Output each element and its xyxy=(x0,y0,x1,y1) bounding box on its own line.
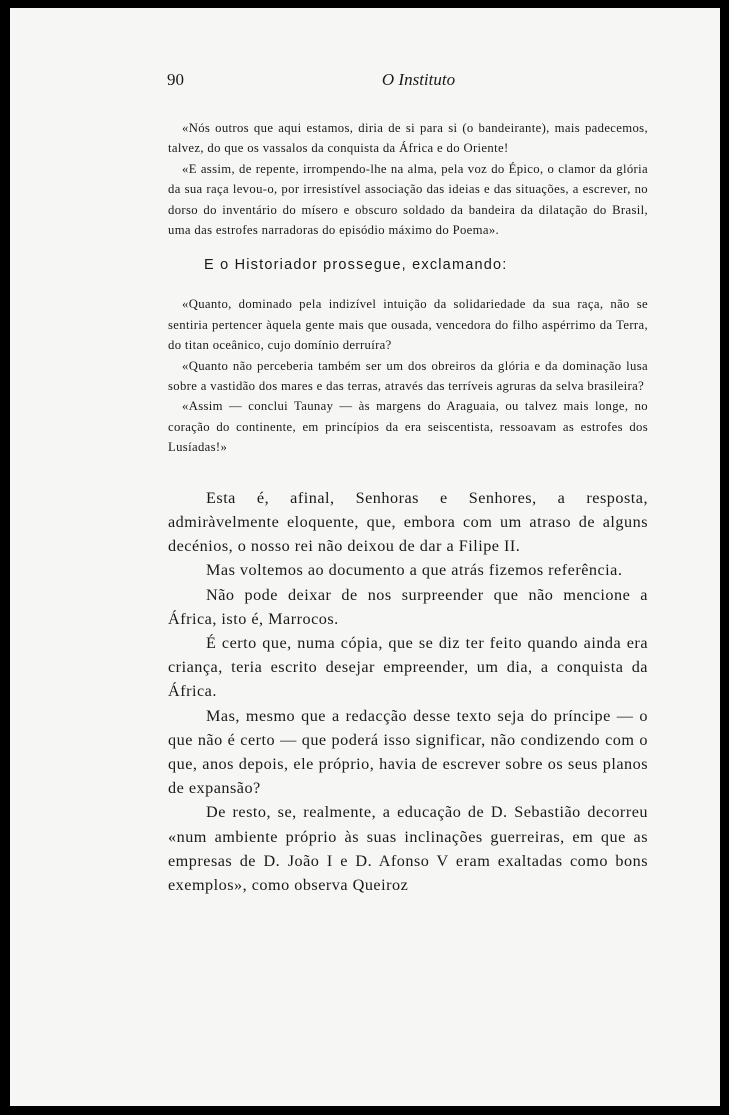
paragraph: Mas voltemos ao documento a que atrás fizemos referência. xyxy=(206,561,623,580)
quote-block-2 xyxy=(168,294,648,457)
quote-paragraph: «E assim, de repente, irrompendo-lhe na alma, pela voz do Épico, o clamor da glória da sua raça levou-o, por irresistível associação das ideias e das situações, a escrever, no dorso do inventário do mísero e obscuro soldado da bandeira da dilatação do Brasil, uma das estrofes narradoras do episódio máximo do Poema». xyxy=(168,161,648,238)
paragraph: Esta é, afinal, Senhoras e Senhores, a resposta, admiràvelmente eloquente, que, embora com um atraso de alguns decénios, o nosso rei não deixou de dar a Filipe II. xyxy=(168,488,648,556)
paragraph: Mas, mesmo que a redacção desse texto seja do príncipe — o que não é certo — que poderá isso significar, não condizendo com o que, anos depois, ele próprio, havia de escrever sobre os seus planos de expansão? xyxy=(168,706,648,798)
page-number: 90 xyxy=(167,70,184,89)
paragraph: Não pode deixar de nos surpreender que não mencione a África, isto é, Marrocos. xyxy=(168,585,648,628)
main-text xyxy=(168,486,648,897)
quote-paragraph: «Quanto, dominado pela indizível intuição da solidariedade da sua raça, não se sentiria pertencer àquela gente mais que ousada, vencedora do filho aspérrimo da Terra, do titan oceânico, cujo domínio derruíra? xyxy=(168,297,648,353)
quote-block-1 xyxy=(168,118,648,240)
running-title: O Instituto xyxy=(381,70,456,89)
body-text xyxy=(168,118,648,897)
paragraph: De resto, se, realmente, a educação de D. Sebastião decorreu «num ambiente próprio às suas inclinações guerreiras, em que as empresas de D. João I e D. Afonso V eram exaltadas como bons exemplos», como observa Queiroz xyxy=(168,803,648,894)
quote-paragraph: «Assim — conclui Taunay — às margens do Araguaia, ou talvez mais longe, no coração do continente, em princípios da era seiscentista, ressoavam as estrofes dos Lusíadas!» xyxy=(168,399,648,455)
quote-paragraph: «Quanto não perceberia também ser um dos obreiros da glória e da dominação lusa sobre a vastidão dos mares e das terras, através das terríveis agruras da selva brasileira? xyxy=(168,358,648,394)
page-header xyxy=(167,70,640,94)
narration-line: E o Historiador prossegue, exclamando: xyxy=(204,257,508,274)
book-page xyxy=(10,8,720,1106)
paragraph: É certo que, numa cópia, que se diz ter feito quando ainda era criança, teria escrito desejar empreender, um dia, a conquista da África. xyxy=(168,633,648,701)
quote-paragraph: «Nós outros que aqui estamos, diria de si para si (o bandeirante), mais padecemos, talvez, do que os vassalos da conquista da África e do Oriente! xyxy=(168,121,648,156)
